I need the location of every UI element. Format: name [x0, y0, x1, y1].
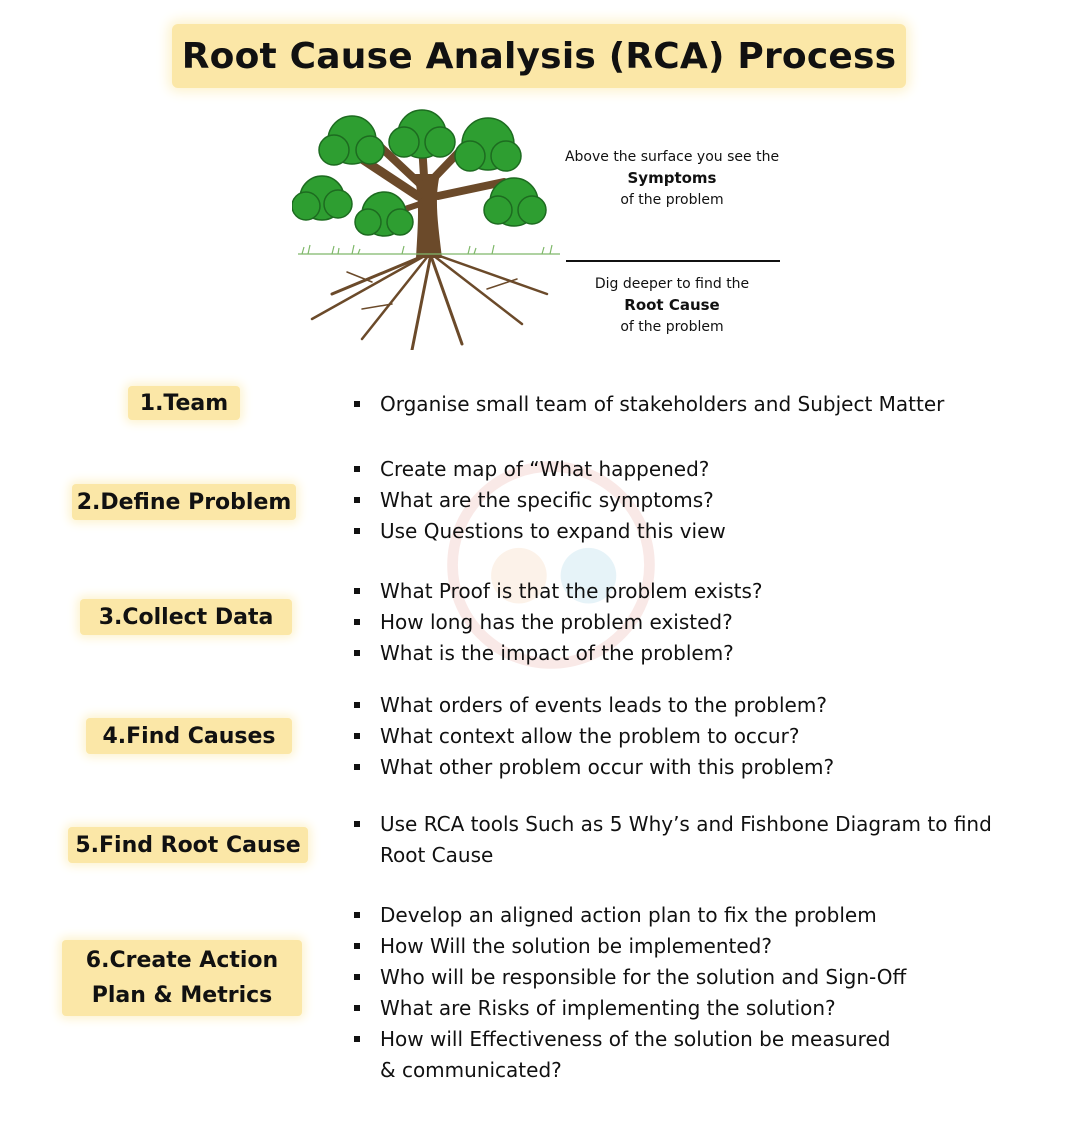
- step-6-label-line1: 6.Create Action: [85, 948, 279, 973]
- step-1-bullets: [352, 389, 992, 420]
- tree-illustration: [292, 104, 564, 350]
- step-3-bullet: How long has the problem existed?: [352, 607, 992, 638]
- step-5-bullet: Use RCA tools Such as 5 Why’s and Fishbone Diagram to find Root Cause: [352, 809, 1002, 871]
- surface-line: [566, 260, 780, 262]
- step-4-bullet: What context allow the problem to occur?: [352, 721, 1012, 752]
- step-3-bullets: [352, 576, 992, 669]
- roots: [312, 254, 547, 350]
- step-4-label: 4.Find Causes: [86, 718, 292, 754]
- root-cause-caption-line1: Dig deeper to find the: [594, 276, 750, 292]
- step-6-bullet: How will Effectiveness of the solution be measured & communicated?: [352, 1024, 912, 1086]
- step-6-bullet: Develop an aligned action plan to fix the problem: [352, 900, 912, 931]
- step-5-label: 5.Find Root Cause: [68, 827, 308, 863]
- step-1-bullet: Organise small team of stakeholders and Subject Matter: [352, 389, 992, 420]
- step-5-bullets: [352, 809, 1002, 871]
- step-6-label-line2: Plan & Metrics: [91, 983, 273, 1008]
- root-cause-caption-line3: of the problem: [620, 319, 724, 335]
- root-cause-caption: [562, 274, 782, 338]
- step-4-bullet: What orders of events leads to the problem?: [352, 690, 1012, 721]
- step-2-bullet: Use Questions to expand this view: [352, 516, 992, 547]
- step-6-bullet: Who will be responsible for the solution and Sign-Off: [352, 962, 912, 993]
- page-title: Root Cause Analysis (RCA) Process: [181, 35, 897, 77]
- step-4-bullets: [352, 690, 1012, 783]
- step-2-bullets: [352, 454, 992, 547]
- step-2-bullet: What are the specific symptoms?: [352, 485, 992, 516]
- step-1-label: 1.Team: [128, 386, 240, 420]
- step-6-bullet: How Will the solution be implemented?: [352, 931, 912, 962]
- symptoms-caption-line1: Above the surface you see the: [564, 149, 780, 165]
- step-6-bullets: [352, 900, 912, 1086]
- step-3-bullet: What Proof is that the problem exists?: [352, 576, 992, 607]
- step-4-bullet: What other problem occur with this problem?: [352, 752, 1012, 783]
- symptoms-caption-line3: of the problem: [620, 192, 724, 208]
- symptoms-caption: [562, 147, 782, 211]
- symptoms-caption-bold: Symptoms: [627, 169, 717, 187]
- step-6-label: [62, 940, 302, 1016]
- root-cause-caption-bold: Root Cause: [624, 296, 720, 314]
- step-2-label: 2.Define Problem: [72, 484, 296, 520]
- step-2-bullet: Create map of “What happened?: [352, 454, 992, 485]
- step-6-bullet: What are Risks of implementing the solution?: [352, 993, 912, 1024]
- step-3-label: 3.Collect Data: [80, 599, 292, 635]
- step-3-bullet: What is the impact of the problem?: [352, 638, 992, 669]
- title-banner: [172, 24, 906, 88]
